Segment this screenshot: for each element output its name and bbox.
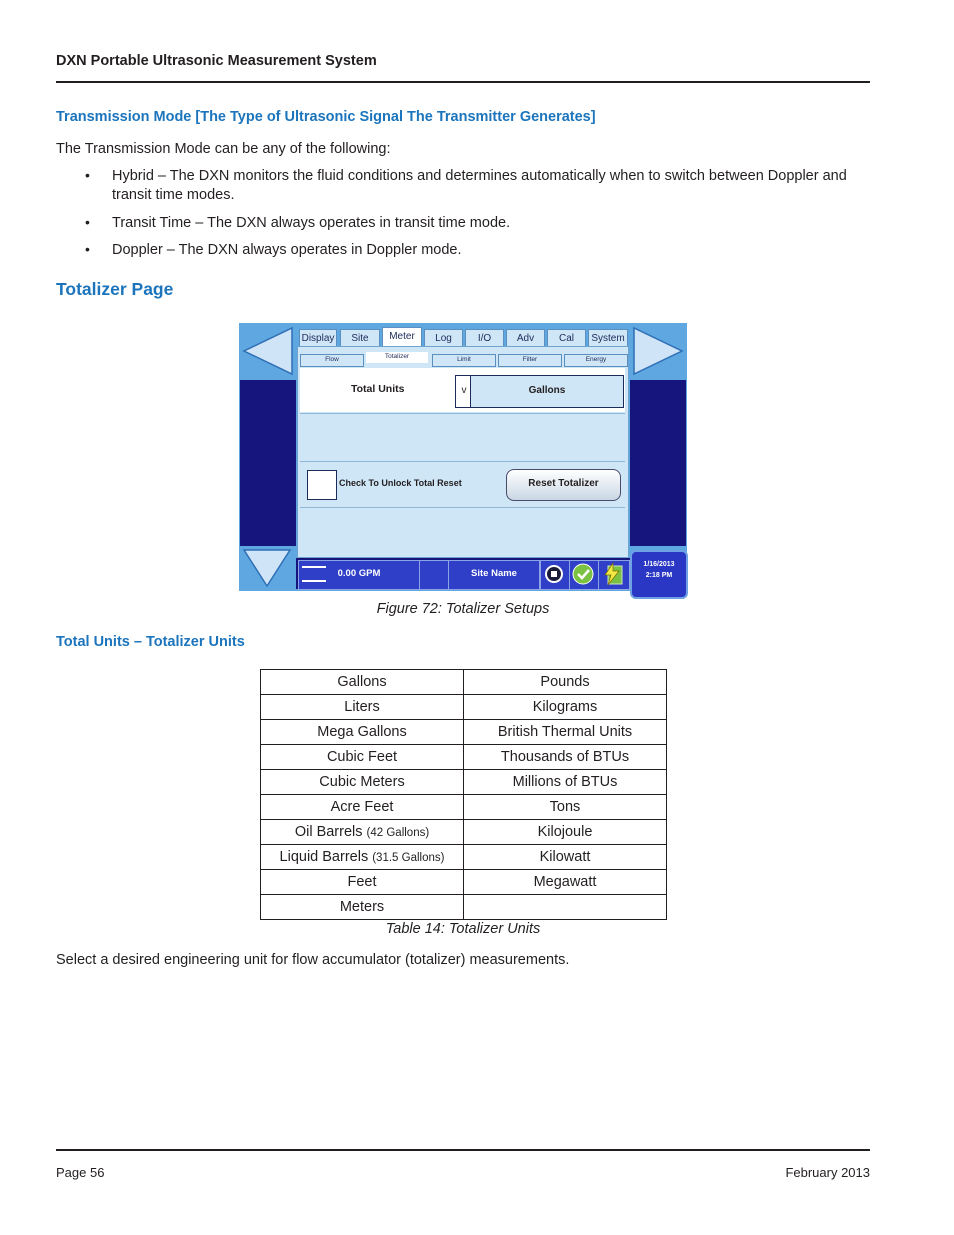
unit-cell-right: Thousands of BTUs xyxy=(464,745,667,770)
unit-cell-right: Kilowatt xyxy=(464,845,667,870)
unlock-reset-label: Check To Unlock Total Reset xyxy=(339,478,462,488)
unit-cell-right: Megawatt xyxy=(464,870,667,895)
tab-cal[interactable]: Cal xyxy=(547,329,586,350)
reset-totalizer-button[interactable]: Reset Totalizer xyxy=(506,469,621,501)
unit-name: Meters xyxy=(339,899,385,915)
subtab-filter[interactable]: Filter xyxy=(498,354,562,367)
right-side-panel xyxy=(630,380,686,546)
flow-readout: 0.00 GPM xyxy=(298,560,420,590)
footer-rule xyxy=(56,1149,870,1151)
table-row xyxy=(261,670,667,695)
table-caption: Table 14: Totalizer Units xyxy=(385,921,541,937)
unit-cell-left xyxy=(261,870,464,895)
table-row xyxy=(261,695,667,720)
tab-io[interactable]: I/O xyxy=(465,329,504,350)
unlock-reset-checkbox[interactable] xyxy=(307,470,337,500)
table-row xyxy=(261,870,667,895)
tab-meter[interactable]: Meter xyxy=(382,327,422,351)
table-row xyxy=(261,845,667,870)
unit-name: Gallons xyxy=(337,674,387,690)
unit-cell-right: British Thermal Units xyxy=(464,720,667,745)
row-divider xyxy=(300,461,625,462)
figure-caption: Figure 72: Totalizer Setups xyxy=(376,601,550,617)
table-row xyxy=(261,745,667,770)
stop-button[interactable] xyxy=(540,560,570,590)
tab-log[interactable]: Log xyxy=(424,329,463,350)
subtab-totalizer[interactable]: Totalizer xyxy=(366,352,428,363)
bullet-transit-time: Transit Time – The DXN always operates in transit time mode. xyxy=(112,215,511,231)
unit-cell-left xyxy=(261,845,464,870)
date-time-display xyxy=(630,550,688,599)
time-text: 2:18 PM xyxy=(645,572,673,579)
date-text: 1/16/2013 xyxy=(643,561,675,568)
tab-system[interactable]: System xyxy=(588,329,628,350)
unit-name: Cubic Meters xyxy=(319,774,405,790)
closing-paragraph: Select a desired engineering unit for flow accumulator (totalizer) measurements. xyxy=(56,952,570,968)
unit-cell-left xyxy=(261,745,464,770)
total-units-select[interactable]: Gallons xyxy=(470,375,624,408)
down-arrow-icon xyxy=(240,546,296,590)
subtab-energy[interactable]: Energy xyxy=(564,354,628,367)
unit-cell-right: Pounds xyxy=(464,670,667,695)
bullet-symbol: • xyxy=(85,214,90,230)
table-row xyxy=(261,770,667,795)
footer-date: February 2013 xyxy=(785,1165,870,1180)
unit-name: Liquid Barrels xyxy=(279,849,373,865)
prev-arrow-button[interactable] xyxy=(240,324,296,380)
subtab-limit[interactable]: Limit xyxy=(432,354,496,367)
unit-cell-right: Kilojoule xyxy=(464,820,667,845)
unit-cell-left xyxy=(261,820,464,845)
header-rule xyxy=(56,81,870,83)
status-ok-button[interactable] xyxy=(569,560,599,590)
totalizer-units-table xyxy=(260,669,667,920)
tab-adv[interactable]: Adv xyxy=(506,329,545,350)
unit-name: Cubic Feet xyxy=(326,749,398,765)
document-header-title: DXN Portable Ultrasonic Measurement System xyxy=(56,53,377,69)
unit-cell-right: Millions of BTUs xyxy=(464,770,667,795)
next-arrow-button[interactable] xyxy=(630,324,686,380)
row-divider xyxy=(300,413,625,414)
row-divider xyxy=(300,507,625,508)
flow-bar-icon xyxy=(302,566,326,582)
site-name-readout: Site Name xyxy=(448,560,540,590)
unit-cell-right: Tons xyxy=(464,795,667,820)
table-row xyxy=(261,895,667,920)
total-units-dropdown-arrow[interactable]: v xyxy=(455,375,473,408)
tab-site[interactable]: Site xyxy=(340,329,380,350)
unit-name: Mega Gallons xyxy=(317,724,407,740)
unit-cell-left xyxy=(261,720,464,745)
unit-cell-left xyxy=(261,895,464,920)
totalizer-page-heading: Totalizer Page xyxy=(56,279,174,299)
battery-lightning-icon xyxy=(599,561,627,587)
table-row xyxy=(261,795,667,820)
unit-note: (31.5 Gallons) xyxy=(372,852,445,864)
unit-name: Feet xyxy=(347,874,377,890)
unit-cell-left xyxy=(261,695,464,720)
bullet-symbol: • xyxy=(85,167,90,183)
unit-cell-left xyxy=(261,795,464,820)
footer-page-number: Page 56 xyxy=(56,1165,105,1180)
down-arrow-button[interactable] xyxy=(240,546,296,590)
unit-cell-left xyxy=(261,770,464,795)
battery-button[interactable] xyxy=(598,560,630,590)
checkmark-icon xyxy=(570,561,596,587)
total-units-heading: Total Units – Totalizer Units xyxy=(56,634,245,650)
unit-cell-right: Kilograms xyxy=(464,695,667,720)
right-arrow-icon xyxy=(630,324,686,380)
bullet-symbol: • xyxy=(85,241,90,257)
unit-note: (42 Gallons) xyxy=(366,827,430,839)
unit-cell-right xyxy=(464,895,667,920)
status-blank-cell xyxy=(419,560,449,590)
unit-cell-left xyxy=(261,670,464,695)
table-row xyxy=(261,820,667,845)
subtab-flow[interactable]: Flow xyxy=(300,354,364,367)
left-side-panel xyxy=(240,380,296,546)
unit-name: Acre Feet xyxy=(330,799,394,815)
unit-name: Liters xyxy=(344,699,380,715)
total-units-label: Total Units xyxy=(351,383,405,395)
tab-display[interactable]: Display xyxy=(299,329,337,350)
unit-name: Oil Barrels xyxy=(294,824,367,840)
transmission-intro: The Transmission Mode can be any of the following: xyxy=(56,141,391,157)
bullet-hybrid: Hybrid – The DXN monitors the fluid conditions and determines automatically when to switch between Doppler and transit time modes. xyxy=(112,168,847,203)
transmission-mode-heading: Transmission Mode [The Type of Ultrasonic Signal The Transmitter Generates] xyxy=(56,109,596,125)
left-arrow-icon xyxy=(240,324,296,380)
stop-icon xyxy=(541,561,567,587)
table-row xyxy=(261,720,667,745)
bullet-doppler: Doppler – The DXN always operates in Doppler mode. xyxy=(112,242,462,258)
